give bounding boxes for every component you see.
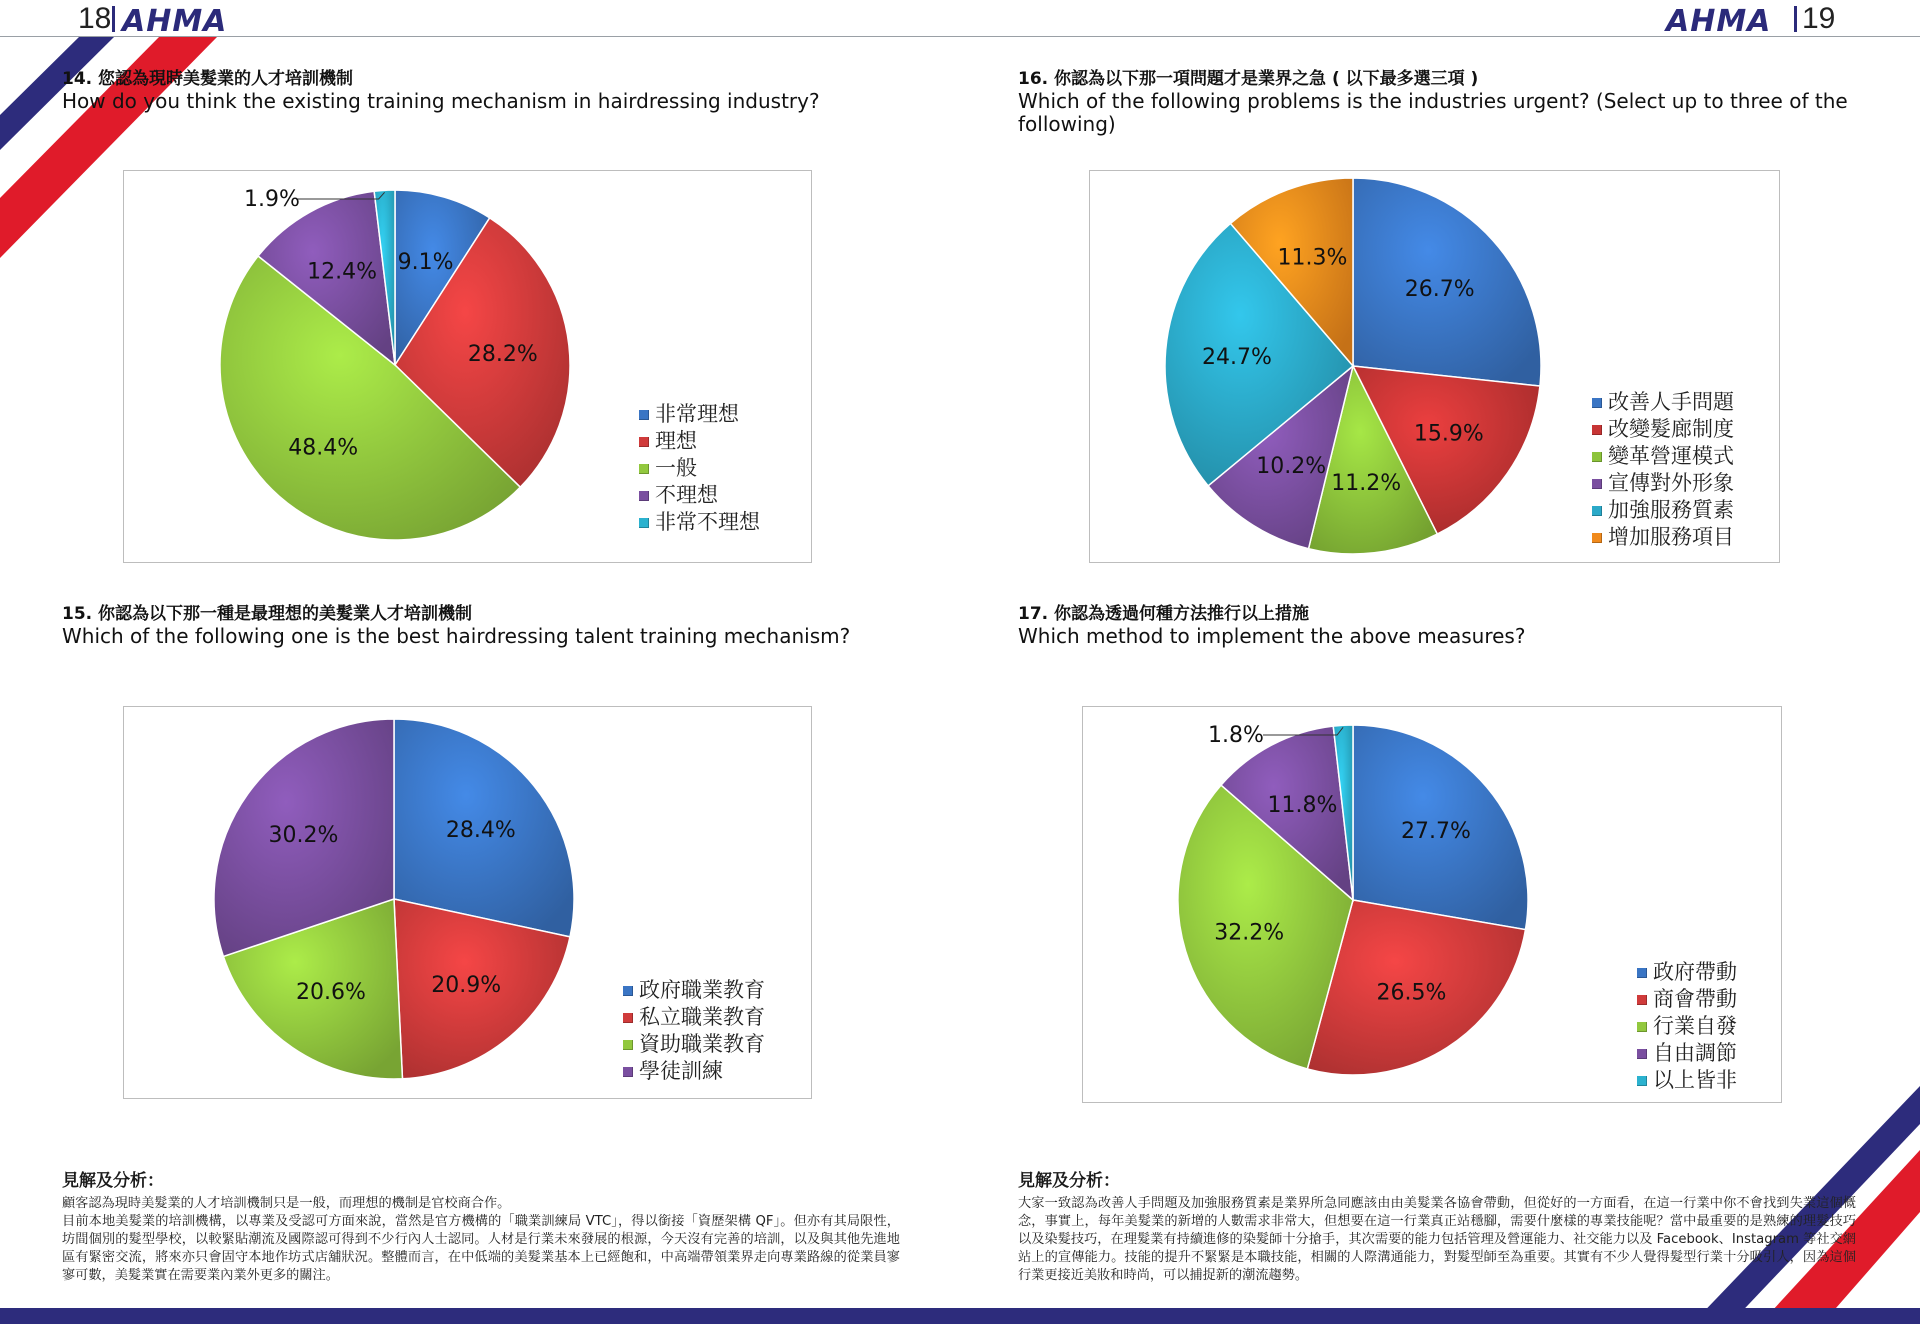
chart-q14 (123, 170, 812, 563)
question-16 (1018, 68, 1898, 136)
analysis-left-paragraph: 目前本地美髮業的培訓機構，以專業及受認可方面來說，當然是官方機構的「職業訓練局 VTC」，得以銜接「資歷架構 QF」。但亦有其局限性，坊間個別的髮型學校，以較緊貼潮流及國際認可得到不少行內人士認同。人材是行業未來發展的根源，今天沒有完善的培訓，以及與其他先進地區有緊密交流，將來亦只會固守本地作坊式店舖狀況。整體而言，在中低端的美髮業基本上已經飽和，中高端帶領業界走向專業路線的從業員寥寥可數，美髮業實在需要業內業外更多的關注。 (62, 1214, 900, 1283)
legend-label: 私立職業教育 (639, 1005, 765, 1029)
chart-q15-slices (214, 719, 574, 1079)
data-label-q14-4: 1.9% (244, 187, 300, 212)
question-17-title-en: Which method to implement the above measures? (1018, 624, 1526, 648)
legend-swatch (1592, 533, 1602, 543)
legend-swatch (1637, 995, 1647, 1005)
legend-label: 資助職業教育 (639, 1032, 765, 1056)
legend-item-q14-3 (639, 482, 760, 509)
legend-item-q14-4 (639, 509, 760, 536)
analysis-left (62, 1166, 900, 1285)
data-label-q15-1: 20.9% (431, 973, 502, 999)
analysis-right-body (1018, 1195, 1856, 1285)
legend-item-q17-0 (1637, 959, 1737, 986)
legend-label: 改善人手問題 (1608, 390, 1734, 414)
right-page-number: 19 (1802, 2, 1836, 35)
data-label-q15-3: 30.2% (268, 822, 339, 848)
chart-q17 (1082, 706, 1782, 1103)
legend-label: 政府帶動 (1653, 960, 1737, 984)
data-label-q16-0: 26.7% (1404, 277, 1475, 303)
analysis-right (1018, 1166, 1856, 1285)
data-label-q16-1: 15.9% (1413, 421, 1484, 447)
left-logo: AHMA (122, 4, 228, 39)
legend-swatch (623, 986, 633, 996)
chart-q15-legend (623, 977, 765, 1085)
legend-item-q14-2 (639, 455, 760, 482)
page-header (0, 0, 1920, 37)
data-label-q16-5: 11.3% (1277, 245, 1348, 271)
question-16-title-zh: 16. 你認為以下那一項問題才是業界之急 ( 以下最多選三項 ) (1018, 69, 1479, 89)
legend-swatch (639, 464, 649, 474)
legend-label: 非常不理想 (655, 510, 760, 534)
page-footer-bar (0, 1308, 1920, 1324)
left-page-number: 18 (78, 2, 112, 35)
data-label-q15-2: 20.6% (296, 980, 366, 1006)
legend-label: 增加服務項目 (1608, 525, 1734, 549)
legend-item-q15-3 (623, 1058, 765, 1085)
analysis-right-paragraph: 大家一致認為改善人手問題及加強服務質素是業界所急同應該由由美髮業各協會帶動，但從好的一方面看，在這一行業中你不會找到失業這個概念，事實上，每年美髮業的新增的人數需求非常大，但想要在這一行業真正站穩腳，需要什麼樣的專業技能呢？當中最重要的是熟練的理髮技巧以及染髮技巧，在理髮業有持續進修的染髮師十分搶手，其次需要的能力包括管理及營運能力、社交能力以及 Facebook、Instagram 等社交網站上的宣傳能力。技能的提升不緊緊是本職技能，相關的人際溝通能力，對髮型師至為重要。其實有不少人覺得髮型行業十分吸引人，因為這個行業更接近美妝和時尚，可以捕捉新的潮流趨勢。 (1018, 1196, 1856, 1283)
legend-label: 宣傳對外形象 (1608, 471, 1734, 495)
data-label-q17-1: 26.5% (1376, 980, 1447, 1006)
left-separator (112, 6, 115, 32)
legend-item-q16-0 (1592, 389, 1734, 416)
legend-item-q17-1 (1637, 986, 1737, 1013)
legend-swatch (623, 1013, 633, 1023)
question-15-title-en: Which of the following one is the best hairdressing talent training mechanism? (62, 624, 851, 648)
analysis-left-title: 見解及分析： (62, 1171, 164, 1191)
data-label-q16-2: 11.2% (1331, 470, 1402, 496)
legend-item-q17-3 (1637, 1040, 1737, 1067)
legend-item-q15-0 (623, 977, 765, 1004)
legend-label: 加強服務質素 (1608, 498, 1734, 522)
legend-item-q17-4 (1637, 1067, 1737, 1094)
data-label-q16-4: 24.7% (1201, 345, 1272, 371)
data-label-q17-0: 27.7% (1400, 819, 1471, 845)
legend-swatch (1592, 398, 1602, 408)
legend-item-q15-2 (623, 1031, 765, 1058)
legend-swatch (639, 410, 649, 420)
legend-swatch (1637, 1049, 1647, 1059)
legend-label: 學徒訓練 (639, 1059, 723, 1083)
question-15-title-zh: 15. 你認為以下那一種是最理想的美髮業人才培訓機制 (62, 604, 473, 624)
data-label-q14-1: 28.2% (467, 341, 538, 367)
legend-swatch (1592, 452, 1602, 462)
data-label-q14-3: 12.4% (307, 259, 378, 285)
analysis-left-paragraph: 顧客認為現時美髮業的人才培訓機制只是一般，而理想的機制是官校商合作。 (62, 1196, 511, 1211)
legend-swatch (639, 437, 649, 447)
legend-label: 行業自發 (1653, 1014, 1737, 1038)
question-14-title-en: How do you think the existing training mechanism in hairdressing industry? (62, 89, 820, 113)
chart-q14-legend (639, 401, 760, 536)
legend-label: 政府職業教育 (639, 978, 765, 1002)
legend-swatch (1592, 479, 1602, 489)
legend-label: 不理想 (655, 483, 718, 507)
legend-swatch (1592, 425, 1602, 435)
question-17-title-zh: 17. 你認為透過何種方法推行以上措施 (1018, 604, 1310, 624)
chart-q16 (1089, 170, 1780, 563)
chart-q15 (123, 706, 812, 1099)
data-label-q17-3: 11.8% (1267, 793, 1338, 818)
legend-swatch (1637, 1076, 1647, 1086)
data-label-q15-0: 28.4% (445, 817, 516, 843)
analysis-right-title: 見解及分析： (1018, 1171, 1120, 1191)
question-14 (62, 68, 962, 113)
legend-label: 自由調節 (1653, 1041, 1737, 1065)
legend-item-q16-2 (1592, 443, 1734, 470)
question-15 (62, 603, 962, 648)
legend-item-q14-1 (639, 428, 760, 455)
legend-swatch (639, 491, 649, 501)
legend-label: 理想 (655, 429, 697, 453)
legend-item-q16-5 (1592, 524, 1734, 551)
legend-label: 變革營運模式 (1608, 444, 1734, 468)
question-14-title-zh: 14. 您認為現時美髮業的人才培訓機制 (62, 69, 354, 89)
legend-label: 非常理想 (655, 402, 739, 426)
data-label-q17-2: 32.2% (1214, 920, 1285, 946)
legend-swatch (1637, 968, 1647, 978)
legend-item-q16-3 (1592, 470, 1734, 497)
legend-swatch (1637, 1022, 1647, 1032)
legend-item-q16-4 (1592, 497, 1734, 524)
legend-item-q15-1 (623, 1004, 765, 1031)
legend-label: 以上皆非 (1653, 1068, 1737, 1092)
legend-label: 改變髮廊制度 (1608, 417, 1734, 441)
legend-swatch (623, 1040, 633, 1050)
question-16-title-en: Which of the following problems is the industries urgent? (Select up to three of the following) (1018, 89, 1848, 136)
chart-q17-slices (1178, 725, 1528, 1075)
right-separator (1794, 6, 1797, 32)
chart-q16-legend (1592, 389, 1734, 551)
legend-label: 商會帶動 (1653, 987, 1737, 1011)
legend-swatch (623, 1067, 633, 1077)
analysis-left-body (62, 1195, 900, 1285)
legend-label: 一般 (655, 456, 697, 480)
data-label-q17-4: 1.8% (1208, 723, 1264, 748)
data-label-q14-2: 48.4% (288, 435, 359, 461)
legend-item-q17-2 (1637, 1013, 1737, 1040)
question-17 (1018, 603, 1898, 648)
legend-swatch (639, 518, 649, 528)
legend-item-q16-1 (1592, 416, 1734, 443)
legend-item-q14-0 (639, 401, 760, 428)
data-label-q16-3: 10.2% (1256, 453, 1327, 479)
chart-q17-legend (1637, 959, 1737, 1094)
data-label-q14-0: 9.1% (397, 249, 454, 275)
right-logo: AHMA (1666, 4, 1772, 39)
legend-swatch (1592, 506, 1602, 516)
